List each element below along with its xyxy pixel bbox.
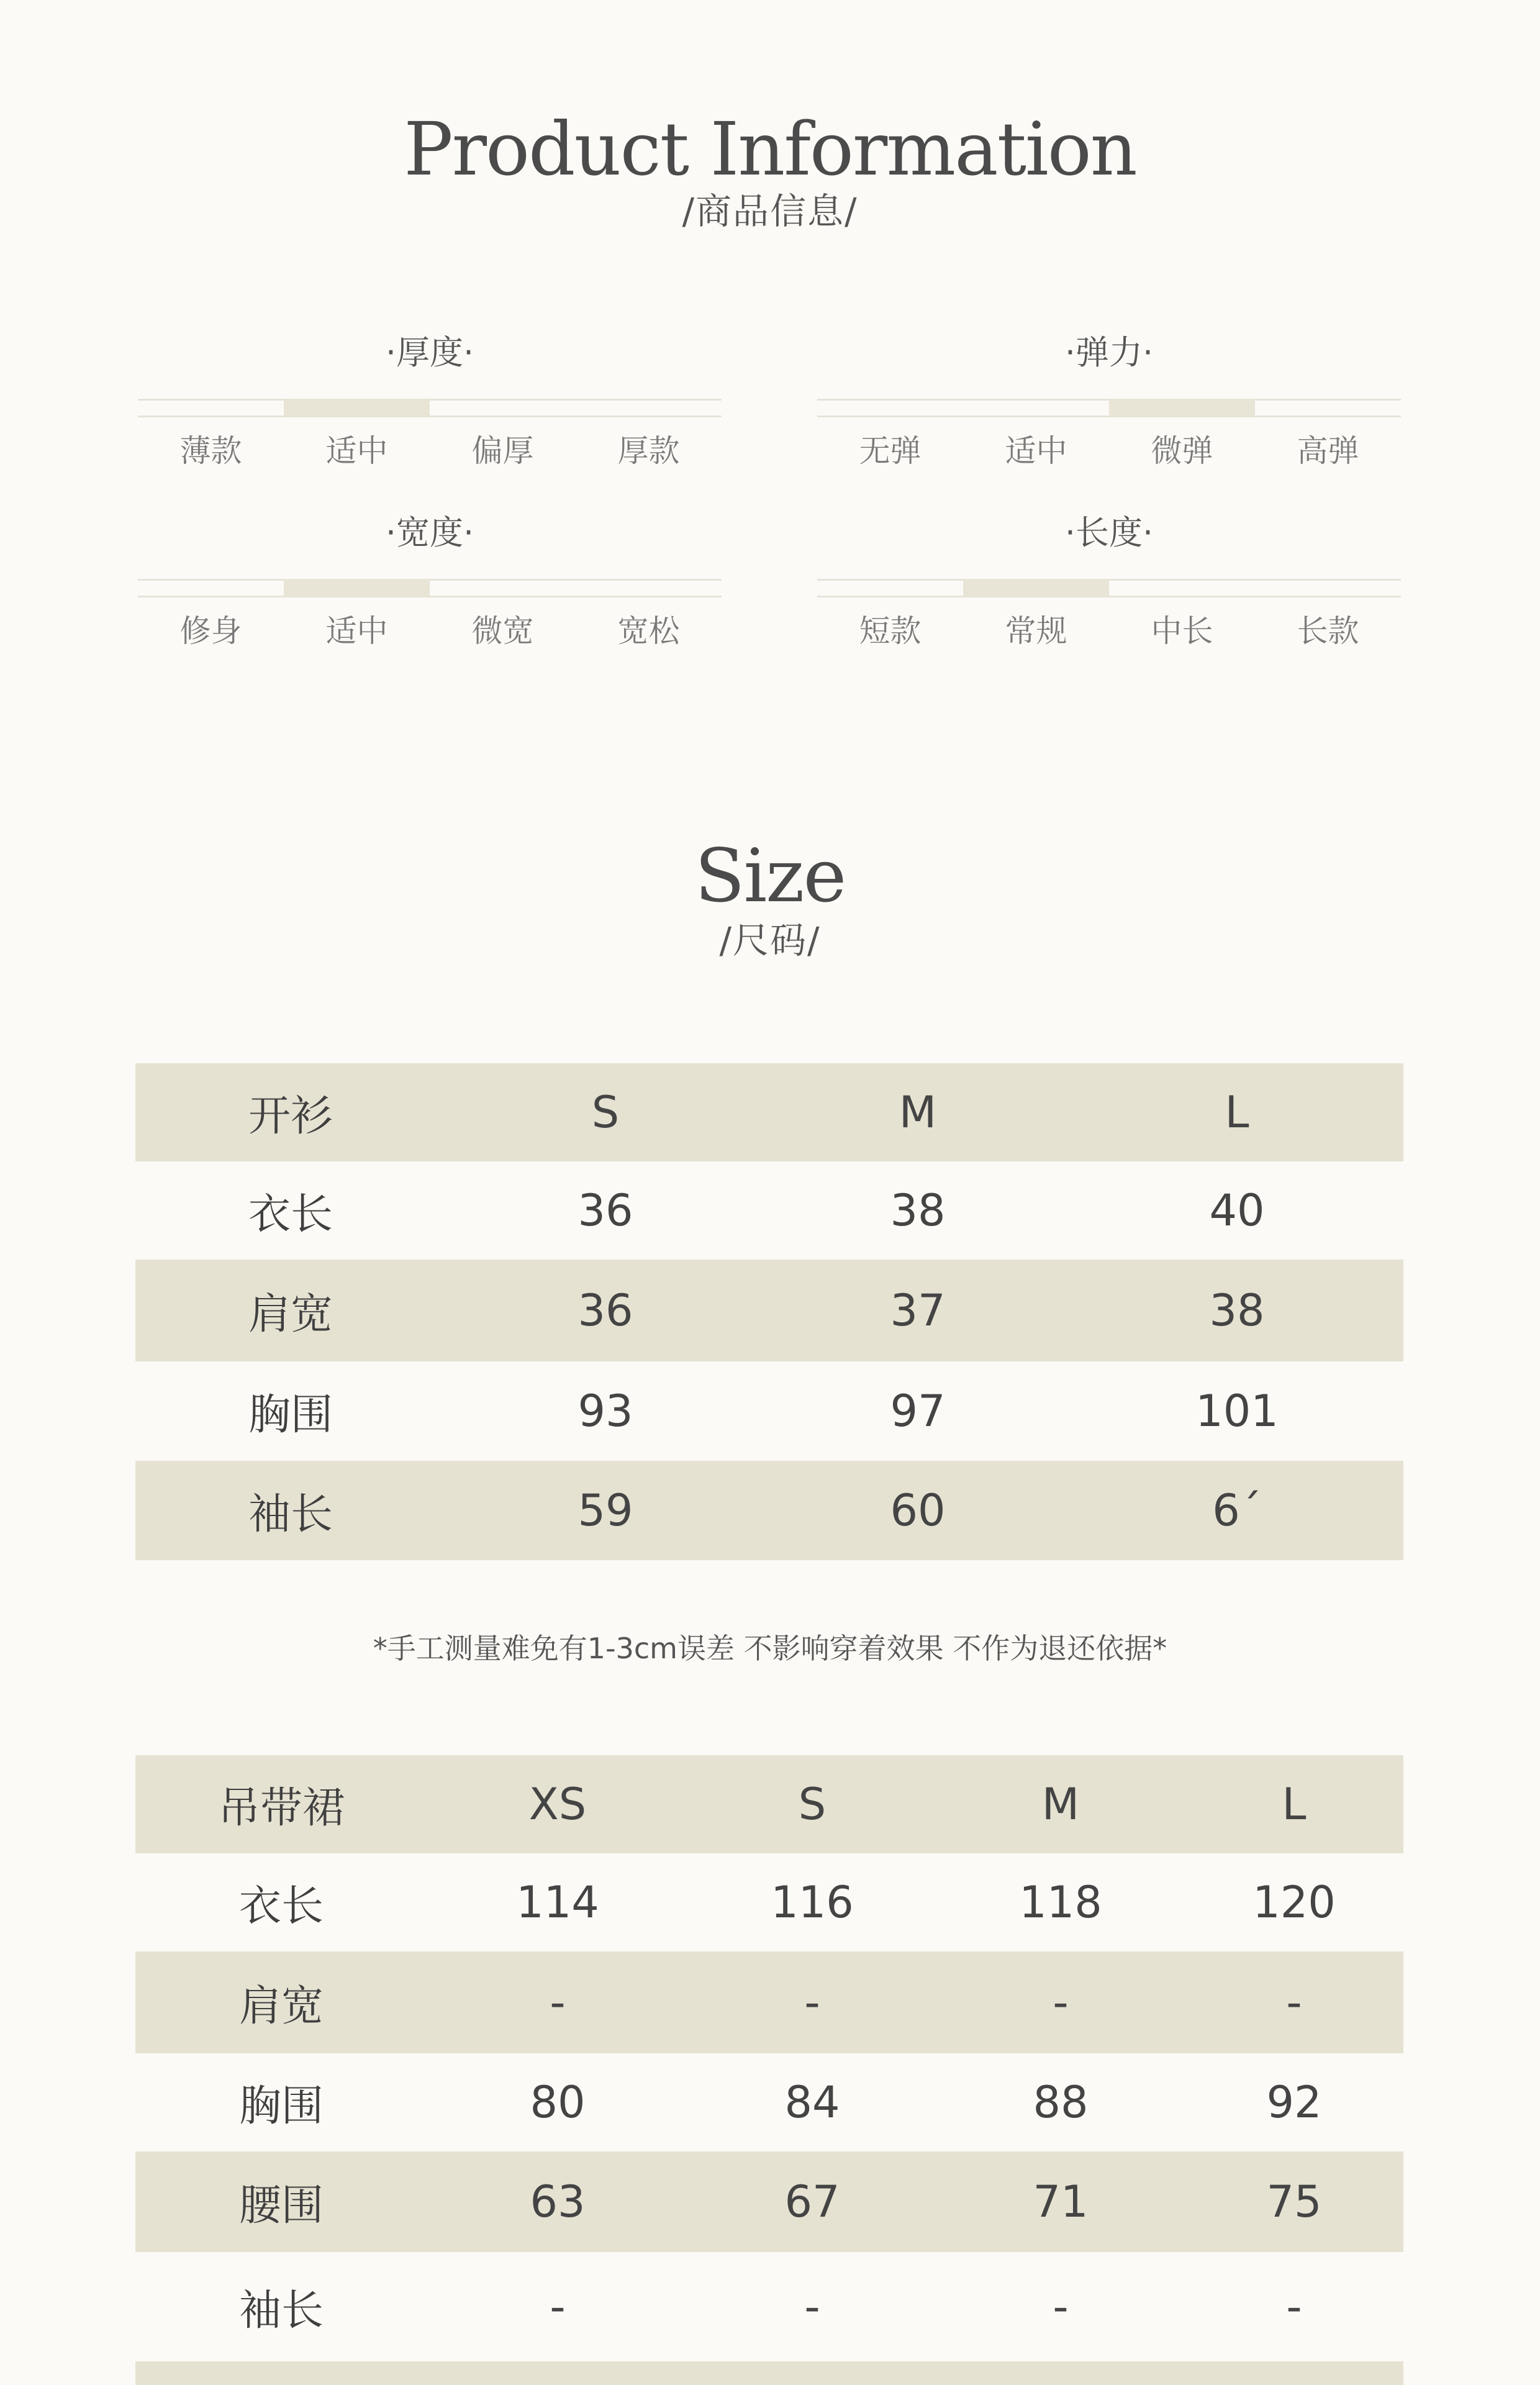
table-cell: 38 — [890, 1185, 946, 1236]
table-header-cell: M — [936, 1755, 1185, 1853]
table-cell: - — [550, 2281, 566, 2332]
table-row — [135, 1461, 1403, 1560]
scale-option: 短款 — [859, 613, 922, 649]
scale-option: 常规 — [1005, 613, 1067, 649]
table-row — [135, 1853, 1403, 1951]
scale-selected-segment — [963, 579, 1109, 597]
size-title: Size — [694, 833, 846, 919]
table-cell: - — [1185, 1951, 1403, 2053]
table-cell: 92 — [1266, 2077, 1322, 2128]
scale-label: ·长度· — [1064, 513, 1154, 552]
size-subtitle: /尺码/ — [719, 919, 821, 961]
table-cell — [427, 2361, 688, 2385]
scale-width — [138, 508, 722, 656]
page-title: Product Information — [404, 106, 1136, 192]
table-cell: 60 — [765, 1461, 1071, 1560]
table-cell: 63 — [427, 2151, 688, 2252]
table-header-cell: XS — [427, 1755, 688, 1853]
size-table-slip-dress — [135, 1755, 1403, 2385]
table-cell: 116 — [771, 1877, 854, 1928]
scale-option: 修身 — [179, 613, 242, 649]
table-cell: 114 — [516, 1877, 599, 1928]
table-row — [135, 1161, 1403, 1260]
table-header-row — [135, 1755, 1403, 1853]
table-cell: 36 — [578, 1185, 633, 1236]
table-cell: - — [427, 1951, 688, 2053]
table-row — [135, 1951, 1403, 2053]
table-header-cell: M — [765, 1063, 1071, 1161]
table-cell: 93 — [578, 1386, 633, 1437]
scale-label: ·弹力· — [1064, 333, 1154, 372]
table-cell: 84 — [784, 2077, 840, 2128]
table-cell: - — [688, 1951, 936, 2053]
measurement-note: *手工测量难免有1-3cm误差 不影响穿着效果 不作为退还依据* — [373, 1632, 1167, 1665]
table-row — [135, 2361, 1403, 2385]
table-header-cell: S — [688, 1755, 936, 1853]
scale-track — [817, 579, 1401, 597]
table-row — [135, 2053, 1403, 2151]
table-cell: 6´ — [1071, 1461, 1403, 1560]
table-cell: 97 — [890, 1386, 946, 1437]
scale-track — [817, 399, 1401, 417]
table-header-row — [135, 1063, 1403, 1161]
scale-option: 适中 — [1005, 433, 1067, 469]
scale-elasticity — [817, 328, 1401, 476]
table-cell: 80 — [530, 2077, 586, 2128]
table-cell: 101 — [1195, 1386, 1279, 1437]
table-row-label — [135, 2361, 427, 2385]
scale-option: 长款 — [1297, 613, 1359, 649]
table-cell: 118 — [1019, 1877, 1102, 1928]
scale-option: 适中 — [325, 433, 388, 469]
scale-option: 高弹 — [1297, 433, 1359, 469]
scale-label: ·宽度· — [385, 513, 474, 552]
scale-track — [138, 579, 722, 597]
table-header-cell: L — [1071, 1063, 1403, 1161]
table-row-label: 腰围 — [135, 2151, 427, 2252]
scale-option: 薄款 — [179, 433, 242, 469]
table-cell: 88 — [1033, 2077, 1089, 2128]
scale-option: 宽松 — [617, 613, 680, 649]
table-cell: 120 — [1252, 1877, 1336, 1928]
table-cell: - — [1053, 2281, 1069, 2332]
scale-selected-segment — [1109, 399, 1255, 417]
table-cell: 40 — [1209, 1185, 1265, 1236]
table-row-label: 肩宽 — [135, 1951, 427, 2053]
table-cell — [688, 2361, 936, 2385]
table-row-label: 袖长 — [238, 2286, 324, 2335]
scale-option: 微宽 — [471, 613, 534, 649]
scale-selected-segment — [284, 399, 430, 417]
table-cell: 75 — [1185, 2151, 1403, 2252]
table-header-cell: S — [446, 1063, 765, 1161]
table-header-cell: 吊带裙 — [135, 1755, 427, 1853]
scale-option: 中长 — [1151, 613, 1213, 649]
scale-option: 无弹 — [859, 433, 922, 469]
table-cell — [1185, 2361, 1403, 2385]
table-row-label: 胸围 — [238, 2081, 324, 2131]
table-cell — [936, 2361, 1185, 2385]
table-row — [135, 2151, 1403, 2252]
scale-option: 厚款 — [617, 433, 680, 469]
table-row-label: 衣长 — [248, 1189, 333, 1239]
table-cell: 67 — [688, 2151, 936, 2252]
scale-option: 微弹 — [1151, 433, 1213, 469]
table-cell: 71 — [936, 2151, 1185, 2252]
table-cell: - — [1286, 2281, 1302, 2332]
page-subtitle: /商品信息/ — [682, 190, 858, 232]
table-cell: 59 — [446, 1461, 765, 1560]
table-row-label: 胸围 — [248, 1390, 333, 1440]
table-row — [135, 1361, 1403, 1461]
table-row-label: 肩宽 — [135, 1260, 446, 1361]
table-row — [135, 2252, 1403, 2361]
size-table-cardigan — [135, 1063, 1403, 1560]
scale-length — [817, 508, 1401, 656]
table-cell: 38 — [1071, 1260, 1403, 1361]
scale-label: ·厚度· — [385, 333, 474, 372]
table-row-label: 袖长 — [135, 1461, 446, 1560]
scale-thickness — [138, 328, 722, 476]
table-row-label: 衣长 — [238, 1881, 324, 1931]
scale-selected-segment — [284, 579, 430, 597]
table-row — [135, 1260, 1403, 1361]
table-cell: 37 — [765, 1260, 1071, 1361]
table-cell: 36 — [446, 1260, 765, 1361]
scale-track — [138, 399, 722, 417]
table-cell: - — [804, 2281, 820, 2332]
scale-option: 偏厚 — [471, 433, 534, 469]
table-header-cell: L — [1185, 1755, 1403, 1853]
scale-option: 适中 — [325, 613, 388, 649]
table-header-cell: 开衫 — [135, 1063, 446, 1161]
table-cell: - — [936, 1951, 1185, 2053]
